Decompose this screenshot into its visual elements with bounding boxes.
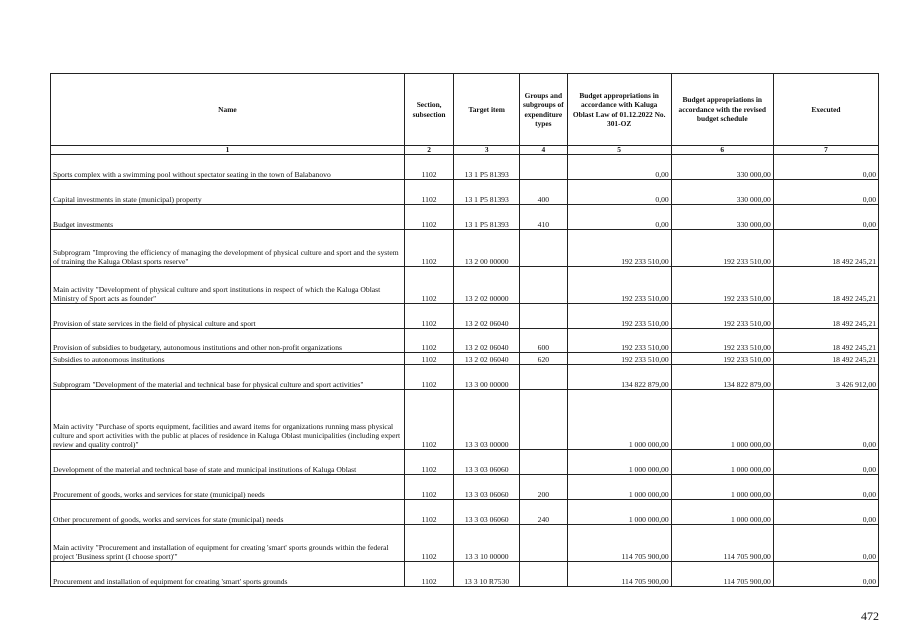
row-target-cell: 13 1 P5 81393 <box>454 205 520 230</box>
row-executed-amount-cell: 3 426 912,00 <box>773 365 878 390</box>
page-number: 472 <box>861 609 879 623</box>
row-executed-amount-cell: 18 492 245,21 <box>773 353 878 365</box>
row-target-cell: 13 3 10 00000 <box>454 525 520 562</box>
row-group-cell <box>520 230 568 267</box>
row-name-cell: Procurement and installation of equipment for creating 'smart' sports grounds <box>51 562 405 587</box>
row-section-cell: 1102 <box>404 450 454 475</box>
row-group-cell <box>520 155 568 180</box>
row-law-amount-cell: 0,00 <box>567 155 671 180</box>
row-target-cell: 13 3 00 00000 <box>454 365 520 390</box>
row-group-cell <box>520 562 568 587</box>
row-executed-amount-cell: 0,00 <box>773 155 878 180</box>
table-row <box>51 304 879 329</box>
row-law-amount-cell: 192 233 510,00 <box>567 353 671 365</box>
header-section: Section, subsection <box>404 74 454 146</box>
row-name-cell: Development of the material and technical base of state and municipal institutions of Kaluga Oblast <box>51 450 405 475</box>
row-revised-amount-cell: 1 000 000,00 <box>671 475 773 500</box>
row-executed-amount-cell: 18 492 245,21 <box>773 267 878 304</box>
row-law-amount-cell: 192 233 510,00 <box>567 329 671 353</box>
row-target-cell: 13 1 P5 81393 <box>454 180 520 205</box>
row-section-cell: 1102 <box>404 329 454 353</box>
row-group-cell <box>520 525 568 562</box>
column-number-row <box>51 146 879 155</box>
table-row <box>51 562 879 587</box>
row-law-amount-cell: 114 705 900,00 <box>567 562 671 587</box>
row-revised-amount-cell: 192 233 510,00 <box>671 329 773 353</box>
row-target-cell: 13 3 03 06060 <box>454 450 520 475</box>
row-target-cell: 13 3 10 R7530 <box>454 562 520 587</box>
row-target-cell: 13 2 02 06040 <box>454 329 520 353</box>
row-executed-amount-cell: 18 492 245,21 <box>773 230 878 267</box>
row-section-cell: 1102 <box>404 304 454 329</box>
row-group-cell: 240 <box>520 500 568 525</box>
row-law-amount-cell: 192 233 510,00 <box>567 304 671 329</box>
row-target-cell: 13 2 02 06040 <box>454 304 520 329</box>
row-revised-amount-cell: 192 233 510,00 <box>671 230 773 267</box>
row-law-amount-cell: 1 000 000,00 <box>567 450 671 475</box>
row-executed-amount-cell: 0,00 <box>773 205 878 230</box>
row-executed-amount-cell: 0,00 <box>773 525 878 562</box>
row-name-cell: Main activity "Procurement and installation of equipment for creating 'smart' sports grounds within the federal project 'Business sprint (I choose sport)'" <box>51 525 405 562</box>
row-group-cell <box>520 450 568 475</box>
row-target-cell: 13 2 00 00000 <box>454 230 520 267</box>
table-row <box>51 155 879 180</box>
row-target-cell: 13 1 P5 81393 <box>454 155 520 180</box>
row-executed-amount-cell: 18 492 245,21 <box>773 304 878 329</box>
table-row <box>51 205 879 230</box>
row-target-cell: 13 3 03 06060 <box>454 475 520 500</box>
header-law-allocations: Budget appropriations in accordance with Kaluga Oblast Law of 01.12.2022 No. 301-OZ <box>567 74 671 146</box>
row-section-cell: 1102 <box>404 155 454 180</box>
column-number: 5 <box>567 146 671 155</box>
row-executed-amount-cell: 0,00 <box>773 180 878 205</box>
row-section-cell: 1102 <box>404 365 454 390</box>
row-executed-amount-cell: 0,00 <box>773 450 878 475</box>
column-number: 2 <box>404 146 454 155</box>
row-name-cell: Budget investments <box>51 205 405 230</box>
row-name-cell: Sports complex with a swimming pool without spectator seating in the town of Balabanovo <box>51 155 405 180</box>
row-section-cell: 1102 <box>404 390 454 450</box>
row-revised-amount-cell: 330 000,00 <box>671 155 773 180</box>
row-group-cell: 620 <box>520 353 568 365</box>
column-number: 1 <box>51 146 405 155</box>
row-executed-amount-cell: 0,00 <box>773 390 878 450</box>
table-header-row <box>51 74 879 146</box>
row-name-cell: Provision of subsidies to budgetary, autonomous institutions and other non-profit organizations <box>51 329 405 353</box>
row-group-cell: 200 <box>520 475 568 500</box>
row-name-cell: Main activity "Purchase of sports equipment, facilities and award items for organizations running mass physical culture and sport activities with the public at places of residence in Kaluga Oblast municipalities (including expert review and quality control)" <box>51 390 405 450</box>
row-revised-amount-cell: 330 000,00 <box>671 205 773 230</box>
table-row <box>51 230 879 267</box>
row-law-amount-cell: 192 233 510,00 <box>567 267 671 304</box>
header-target-article: Target item <box>454 74 520 146</box>
row-name-cell: Subsidies to autonomous institutions <box>51 353 405 365</box>
row-section-cell: 1102 <box>404 525 454 562</box>
row-law-amount-cell: 1 000 000,00 <box>567 500 671 525</box>
row-section-cell: 1102 <box>404 500 454 525</box>
row-revised-amount-cell: 114 705 900,00 <box>671 525 773 562</box>
table-row <box>51 525 879 562</box>
row-section-cell: 1102 <box>404 353 454 365</box>
column-number: 4 <box>520 146 568 155</box>
column-number: 7 <box>773 146 878 155</box>
row-target-cell: 13 2 02 00000 <box>454 267 520 304</box>
row-revised-amount-cell: 1 000 000,00 <box>671 390 773 450</box>
row-revised-amount-cell: 1 000 000,00 <box>671 500 773 525</box>
row-group-cell: 410 <box>520 205 568 230</box>
table-row <box>51 475 879 500</box>
row-law-amount-cell: 0,00 <box>567 205 671 230</box>
table-row <box>51 180 879 205</box>
row-name-cell: Provision of state services in the field of physical culture and sport <box>51 304 405 329</box>
header-expense-groups: Groups and subgroups of expenditure types <box>520 74 568 146</box>
table-row <box>51 365 879 390</box>
row-revised-amount-cell: 134 822 879,00 <box>671 365 773 390</box>
table-row <box>51 267 879 304</box>
table-row <box>51 329 879 353</box>
row-revised-amount-cell: 192 233 510,00 <box>671 353 773 365</box>
row-revised-amount-cell: 330 000,00 <box>671 180 773 205</box>
row-section-cell: 1102 <box>404 267 454 304</box>
row-executed-amount-cell: 0,00 <box>773 500 878 525</box>
row-law-amount-cell: 1 000 000,00 <box>567 390 671 450</box>
column-number: 3 <box>454 146 520 155</box>
row-executed-amount-cell: 0,00 <box>773 475 878 500</box>
row-law-amount-cell: 134 822 879,00 <box>567 365 671 390</box>
row-law-amount-cell: 114 705 900,00 <box>567 525 671 562</box>
row-revised-amount-cell: 192 233 510,00 <box>671 267 773 304</box>
row-section-cell: 1102 <box>404 230 454 267</box>
table-row <box>51 500 879 525</box>
row-executed-amount-cell: 18 492 245,21 <box>773 329 878 353</box>
row-group-cell <box>520 365 568 390</box>
header-executed: Executed <box>773 74 878 146</box>
row-section-cell: 1102 <box>404 205 454 230</box>
row-target-cell: 13 2 02 06040 <box>454 353 520 365</box>
row-group-cell <box>520 267 568 304</box>
table-row <box>51 390 879 450</box>
table-row <box>51 353 879 365</box>
row-name-cell: Capital investments in state (municipal) property <box>51 180 405 205</box>
row-name-cell: Main activity "Development of physical culture and sport institutions in respect of which the Kaluga Oblast Ministry of Sport acts as founder" <box>51 267 405 304</box>
row-law-amount-cell: 1 000 000,00 <box>567 475 671 500</box>
row-group-cell: 400 <box>520 180 568 205</box>
budget-table <box>50 73 879 587</box>
row-name-cell: Procurement of goods, works and services for state (municipal) needs <box>51 475 405 500</box>
row-name-cell: Subprogram "Development of the material and technical base for physical culture and sport activities" <box>51 365 405 390</box>
row-revised-amount-cell: 192 233 510,00 <box>671 304 773 329</box>
row-name-cell: Subprogram "Improving the efficiency of managing the development of physical culture and sport and the system of training the Kaluga Oblast sports reserve" <box>51 230 405 267</box>
row-group-cell: 600 <box>520 329 568 353</box>
table-row <box>51 450 879 475</box>
row-revised-amount-cell: 1 000 000,00 <box>671 450 773 475</box>
row-group-cell <box>520 390 568 450</box>
row-name-cell: Other procurement of goods, works and services for state (municipal) needs <box>51 500 405 525</box>
row-target-cell: 13 3 03 06060 <box>454 500 520 525</box>
row-executed-amount-cell: 0,00 <box>773 562 878 587</box>
row-group-cell <box>520 304 568 329</box>
row-law-amount-cell: 192 233 510,00 <box>567 230 671 267</box>
row-section-cell: 1102 <box>404 180 454 205</box>
row-section-cell: 1102 <box>404 562 454 587</box>
header-name: Name <box>51 74 405 146</box>
row-law-amount-cell: 0,00 <box>567 180 671 205</box>
column-number: 6 <box>671 146 773 155</box>
row-revised-amount-cell: 114 705 900,00 <box>671 562 773 587</box>
table-body <box>51 155 879 587</box>
header-revised-allocations: Budget appropriations in accordance with the revised budget schedule <box>671 74 773 146</box>
row-target-cell: 13 3 03 00000 <box>454 390 520 450</box>
row-section-cell: 1102 <box>404 475 454 500</box>
